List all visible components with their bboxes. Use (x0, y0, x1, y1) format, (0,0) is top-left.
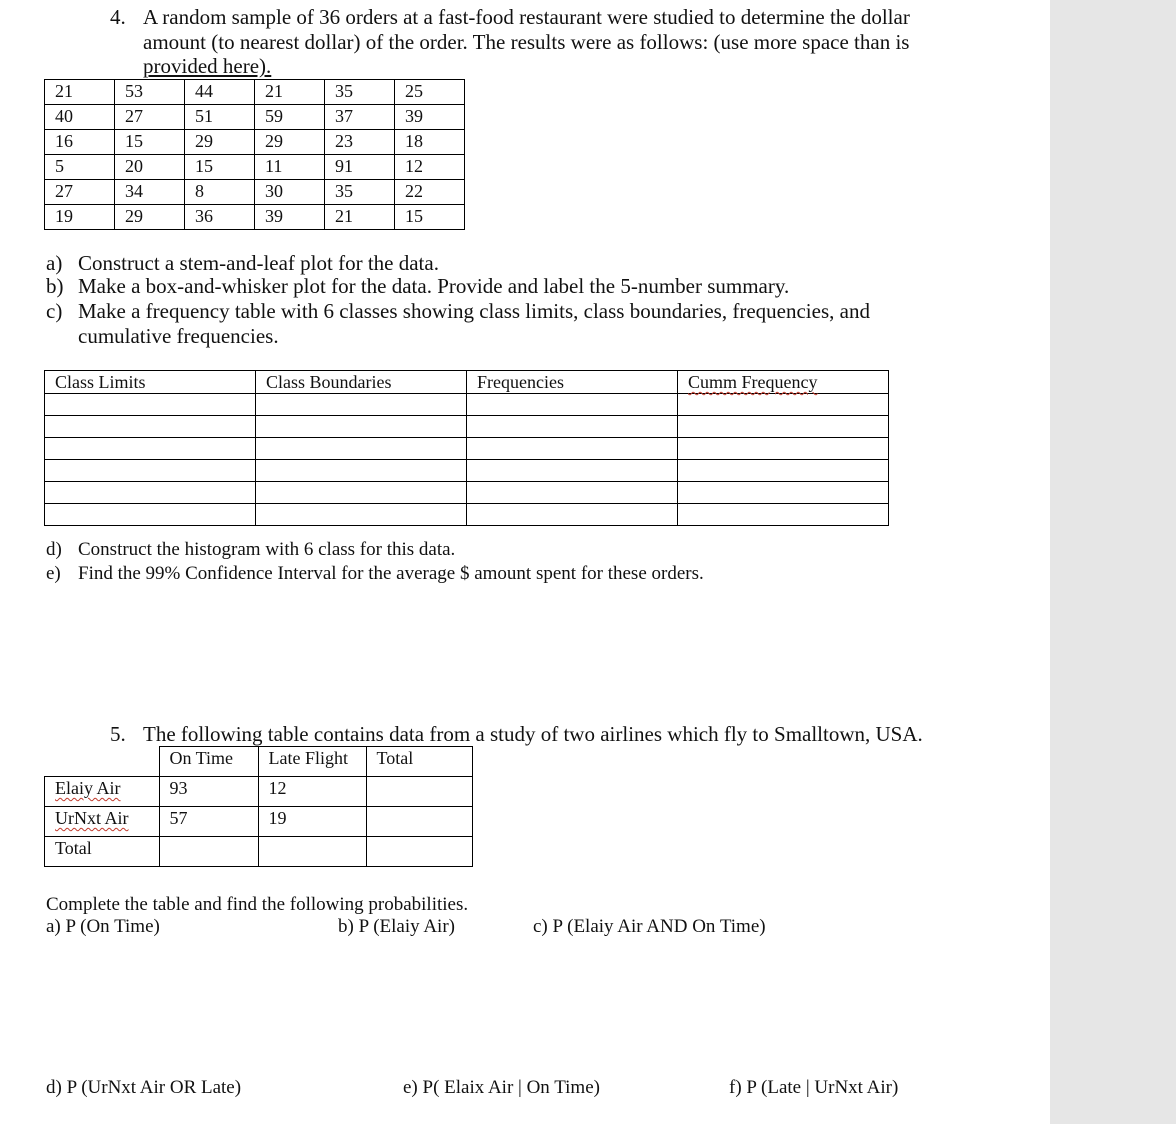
airline-row-total (45, 837, 473, 867)
data-cell: 12 (395, 155, 465, 180)
part-d-label: d) (46, 539, 62, 560)
data-cell: 20 (115, 155, 185, 180)
data-cell: 27 (45, 180, 115, 205)
cell[interactable] (256, 394, 467, 416)
data-cell: 25 (395, 80, 465, 105)
data-cell: 30 (255, 180, 325, 205)
cell[interactable] (256, 416, 467, 438)
part-b-label: b) (46, 274, 64, 298)
cell[interactable] (678, 416, 889, 438)
header-class-boundaries: Class Boundaries (256, 371, 467, 394)
header-cumm-frequency-text: Cumm Frequency (688, 372, 818, 392)
window-gutter (1050, 0, 1176, 1124)
cell[interactable] (256, 460, 467, 482)
cell[interactable] (678, 482, 889, 504)
part-a-text: Construct a stem-and-leaf plot for the data. (78, 251, 439, 275)
header-cumm-frequency (678, 371, 889, 394)
q4-intro-line-1: A random sample of 36 orders at a fast-food restaurant were studied to determine the dollar (143, 5, 910, 29)
frequency-row (45, 482, 889, 504)
cell-total-late[interactable] (258, 837, 366, 867)
header-frequencies: Frequencies (467, 371, 678, 394)
airline-table (44, 746, 473, 867)
data-cell: 29 (255, 130, 325, 155)
part-c-label: c) (46, 299, 63, 323)
data-cell: 18 (395, 130, 465, 155)
airline-row-elaiy (45, 777, 473, 807)
data-cell: 91 (325, 155, 395, 180)
data-cell: 39 (395, 105, 465, 130)
cell[interactable] (678, 394, 889, 416)
corner-cell (45, 747, 160, 777)
prob-a: a) P (On Time) (46, 916, 160, 937)
data-cell: 53 (115, 80, 185, 105)
row-label-total: Total (45, 837, 160, 867)
cell-total-total[interactable] (366, 837, 472, 867)
prob-e: e) P( Elaix Air | On Time) (403, 1077, 600, 1098)
q4-number: 4. (110, 5, 126, 29)
airline-table-header (45, 747, 473, 777)
data-cell: 36 (185, 205, 255, 230)
data-cell: 39 (255, 205, 325, 230)
frequency-row (45, 394, 889, 416)
prob-f: f) P (Late | UrNxt Air) (729, 1077, 899, 1098)
data-table-row (45, 105, 465, 130)
frequency-table-header (45, 371, 889, 394)
q5-instruction: Complete the table and find the following probabilities. (46, 894, 469, 915)
q4-intro-line-2: amount (to nearest dollar) of the order. The results were as follows: (use more space than is (143, 30, 910, 54)
cell[interactable] (467, 394, 678, 416)
data-cell: 16 (45, 130, 115, 155)
data-table-row (45, 155, 465, 180)
data-cell: 27 (115, 105, 185, 130)
airline-row-urnxt (45, 807, 473, 837)
data-table-row (45, 205, 465, 230)
part-a-label: a) (46, 251, 63, 275)
prob-c: c) P (Elaiy Air AND On Time) (533, 916, 766, 937)
cell-urnxt-on-time: 57 (159, 807, 258, 837)
cell[interactable] (256, 438, 467, 460)
data-cell: 35 (325, 180, 395, 205)
frequency-row (45, 438, 889, 460)
cell-total-on-time[interactable] (159, 837, 258, 867)
data-cell: 29 (185, 130, 255, 155)
data-table-row (45, 180, 465, 205)
cell[interactable] (467, 504, 678, 526)
cell[interactable] (45, 460, 256, 482)
data-table-row (45, 130, 465, 155)
cell-urnxt-total[interactable] (366, 807, 472, 837)
part-e-label: e) (46, 563, 61, 584)
cell[interactable] (256, 482, 467, 504)
data-cell: 15 (395, 205, 465, 230)
data-cell: 59 (255, 105, 325, 130)
header-late-flight: Late Flight (258, 747, 366, 777)
data-cell: 29 (115, 205, 185, 230)
cell[interactable] (467, 460, 678, 482)
frequency-table (44, 370, 889, 526)
data-cell: 51 (185, 105, 255, 130)
cell[interactable] (678, 504, 889, 526)
cell-urnxt-late: 19 (258, 807, 366, 837)
data-cell: 40 (45, 105, 115, 130)
cell[interactable] (45, 504, 256, 526)
row-label-urnxt-text: UrNxt Air (55, 808, 129, 828)
part-d-text: Construct the histogram with 6 class for this data. (78, 539, 456, 560)
data-cell: 5 (45, 155, 115, 180)
cell[interactable] (256, 504, 467, 526)
q4-intro-line-3: provided here). (143, 54, 272, 78)
prob-d: d) P (UrNxt Air OR Late) (46, 1077, 242, 1098)
data-cell: 34 (115, 180, 185, 205)
data-cell: 23 (325, 130, 395, 155)
frequency-row (45, 460, 889, 482)
prob-b: b) P (Elaiy Air) (338, 916, 455, 937)
data-table-row (45, 80, 465, 105)
cell[interactable] (678, 460, 889, 482)
cell[interactable] (45, 438, 256, 460)
part-b-text: Make a box-and-whisker plot for the data. Provide and label the 5-number summary. (78, 274, 790, 298)
cell[interactable] (467, 438, 678, 460)
data-cell: 21 (325, 205, 395, 230)
row-label-elaiy (45, 777, 160, 807)
q5-intro: The following table contains data from a study of two airlines which fly to Smalltown, USA. (143, 722, 923, 746)
data-cell: 15 (115, 130, 185, 155)
q4-data-table (44, 79, 465, 230)
frequency-row (45, 504, 889, 526)
cell-elaiy-on-time: 93 (159, 777, 258, 807)
data-cell: 8 (185, 180, 255, 205)
row-label-elaiy-text: Elaiy Air (55, 778, 121, 798)
cell-elaiy-late: 12 (258, 777, 366, 807)
cell[interactable] (45, 394, 256, 416)
q5-number: 5. (110, 722, 126, 746)
cell[interactable] (467, 482, 678, 504)
frequency-row (45, 416, 889, 438)
part-e-text: Find the 99% Confidence Interval for the average $ amount spent for these orders. (78, 563, 704, 584)
cell-elaiy-total[interactable] (366, 777, 472, 807)
cell[interactable] (45, 482, 256, 504)
header-class-limits: Class Limits (45, 371, 256, 394)
cell[interactable] (45, 416, 256, 438)
data-cell: 44 (185, 80, 255, 105)
data-cell: 11 (255, 155, 325, 180)
header-total: Total (366, 747, 472, 777)
cell[interactable] (678, 438, 889, 460)
data-cell: 21 (255, 80, 325, 105)
part-c-text-cont: cumulative frequencies. (78, 324, 279, 348)
data-cell: 37 (325, 105, 395, 130)
data-cell: 21 (45, 80, 115, 105)
row-label-urnxt (45, 807, 160, 837)
data-cell: 15 (185, 155, 255, 180)
data-cell: 22 (395, 180, 465, 205)
header-on-time: On Time (159, 747, 258, 777)
part-c-text: Make a frequency table with 6 classes showing class limits, class boundaries, frequencies, and (78, 299, 870, 323)
cell[interactable] (467, 416, 678, 438)
data-cell: 35 (325, 80, 395, 105)
data-cell: 19 (45, 205, 115, 230)
